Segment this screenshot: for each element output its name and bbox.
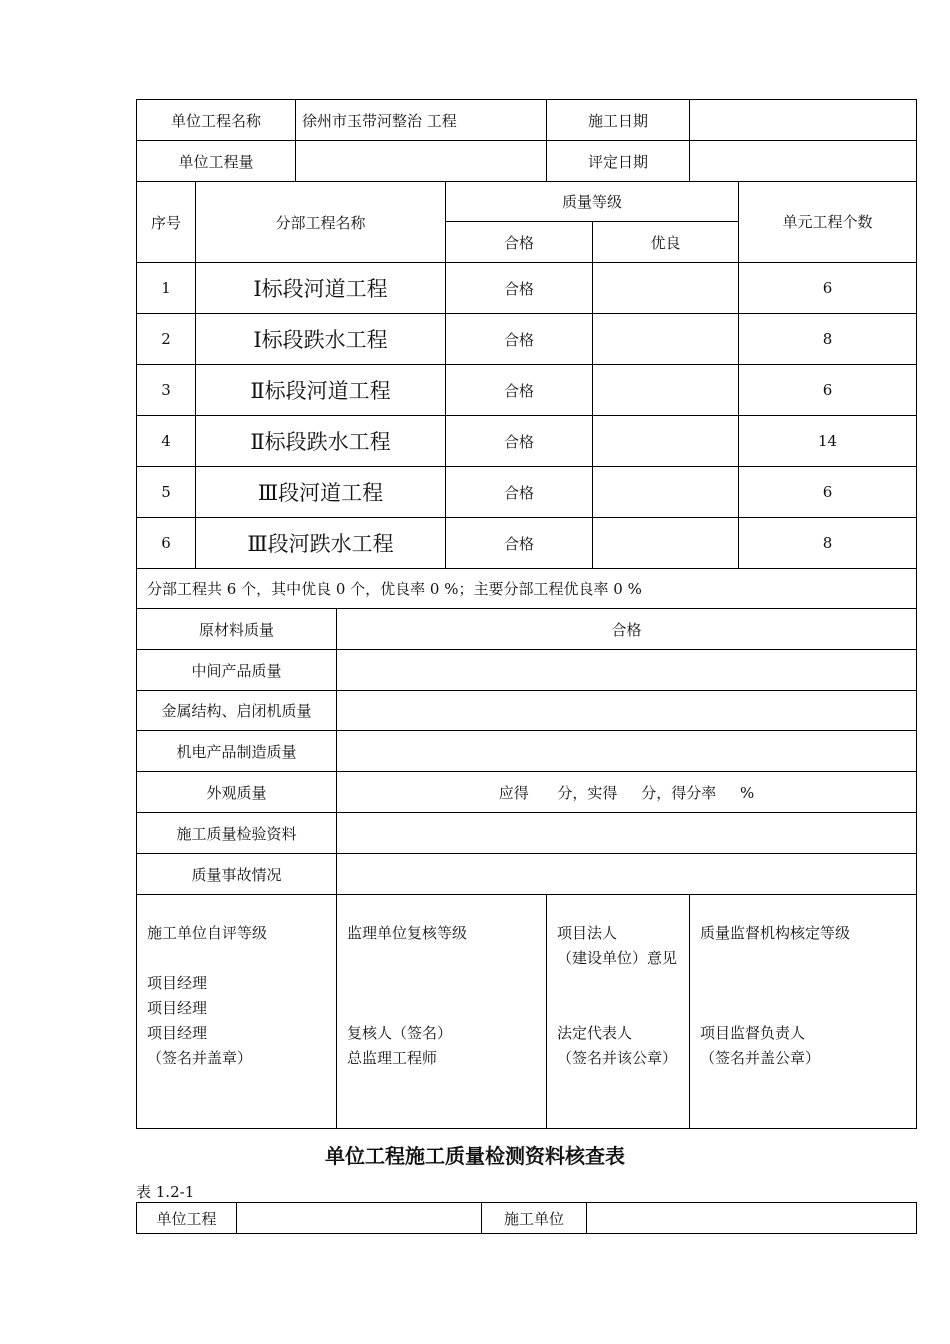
col-index-header: 序号 [137,182,196,263]
supervisor-line: 复核人（签名） [347,1024,453,1042]
table-row [137,263,917,314]
unit-value [237,1203,482,1234]
table-row [137,467,917,518]
quality-item-value: 合格 [337,609,917,650]
quality-item-value [337,650,917,691]
row-excellent [593,365,739,416]
table-number: 表 1.2-1 [136,1183,195,1201]
row-pass: 合格 [446,518,593,569]
inspector-line: （签名并盖公章） [700,1049,821,1067]
row-index: 5 [137,467,196,518]
table-row [137,314,917,365]
contractor-value [587,1203,917,1234]
table-row [137,518,917,569]
quality-item-label: 原材料质量 [137,609,337,650]
row-count: 6 [739,467,917,518]
row-count: 14 [739,416,917,467]
supervisor-line: 总监理工程师 [347,1049,438,1067]
row-index: 6 [137,518,196,569]
contractor-line: 项目经理 [147,974,208,992]
owner-title: 项目法人 [557,924,618,942]
unit-label: 单位工程 [137,1203,237,1234]
inspector-signature-cell [690,895,917,1129]
col-grade-header: 质量等级 [446,182,739,222]
owner-signature-cell [547,895,690,1129]
unit-name-label: 单位工程名称 [137,100,296,141]
col-excellent-header: 优良 [593,222,739,263]
unit-quantity-label: 单位工程量 [137,141,296,182]
row-index: 4 [137,416,196,467]
quality-item-label: 质量事故情况 [137,854,337,895]
quality-item-value: 应得 分，实得 分，得分率 % [337,772,917,813]
contractor-line: 项目经理 [147,1024,208,1042]
row-name: Ⅲ段河道工程 [196,467,446,518]
inspector-line: 项目监督负责人 [700,1024,806,1042]
col-unit-count-header: 单元工程个数 [739,182,917,263]
supervisor-title: 监理单位复核等级 [347,924,468,942]
quality-item-label: 机电产品制造质量 [137,731,337,772]
quality-item-label: 金属结构、启闭机质量 [137,691,337,731]
contractor-signature-cell [137,895,337,1129]
summary-row: 分部工程共 6 个，其中优良 0 个，优良率 0 %；主要分部工程优良率 0 % [137,569,917,609]
row-count: 6 [739,365,917,416]
row-name: Ⅰ标段河道工程 [196,263,446,314]
row-name: Ⅱ标段河道工程 [196,365,446,416]
row-pass: 合格 [446,467,593,518]
table-row [137,365,917,416]
row-pass: 合格 [446,416,593,467]
owner-line: （签名并该公章） [557,1049,678,1067]
row-index: 2 [137,314,196,365]
row-count: 6 [739,263,917,314]
row-name: Ⅲ段河跌水工程 [196,518,446,569]
quality-item-label: 中间产品质量 [137,650,337,691]
inspection-data-check-table [136,1202,917,1234]
row-excellent [593,518,739,569]
quality-item-label: 施工质量检验资料 [137,813,337,854]
contractor-title: 施工单位自评等级 [147,924,268,942]
row-name: Ⅱ标段跌水工程 [196,416,446,467]
row-pass: 合格 [446,365,593,416]
row-excellent [593,314,739,365]
eval-date-label: 评定日期 [547,141,690,182]
row-excellent [593,467,739,518]
unit-quality-assessment-table [136,99,917,1129]
owner-subtitle: （建设单位）意见 [557,949,678,967]
unit-quantity-value [296,141,547,182]
owner-line: 法定代表人 [557,1024,633,1042]
col-pass-header: 合格 [446,222,593,263]
supervisor-signature-cell [337,895,547,1129]
row-name: Ⅰ标段跌水工程 [196,314,446,365]
contractor-line: 项目经理 [147,999,208,1017]
row-excellent [593,263,739,314]
row-excellent [593,416,739,467]
unit-name-value: 徐州市玉带河整治 工程 [296,100,547,141]
contractor-label: 施工单位 [482,1203,587,1234]
start-date-value [690,100,917,141]
row-pass: 合格 [446,263,593,314]
start-date-label: 施工日期 [547,100,690,141]
quality-item-label: 外观质量 [137,772,337,813]
col-name-header: 分部工程名称 [196,182,446,263]
second-table-title: 单位工程施工质量检测资料核查表 [325,1144,625,1168]
row-count: 8 [739,518,917,569]
row-count: 8 [739,314,917,365]
quality-item-value [337,813,917,854]
contractor-line: （签名并盖章） [147,1049,253,1067]
quality-item-value [337,691,917,731]
quality-item-value [337,854,917,895]
eval-date-value [690,141,917,182]
row-index: 1 [137,263,196,314]
inspector-title: 质量监督机构核定等级 [700,924,851,942]
row-pass: 合格 [446,314,593,365]
quality-item-value [337,731,917,772]
row-index: 3 [137,365,196,416]
table-row [137,416,917,467]
